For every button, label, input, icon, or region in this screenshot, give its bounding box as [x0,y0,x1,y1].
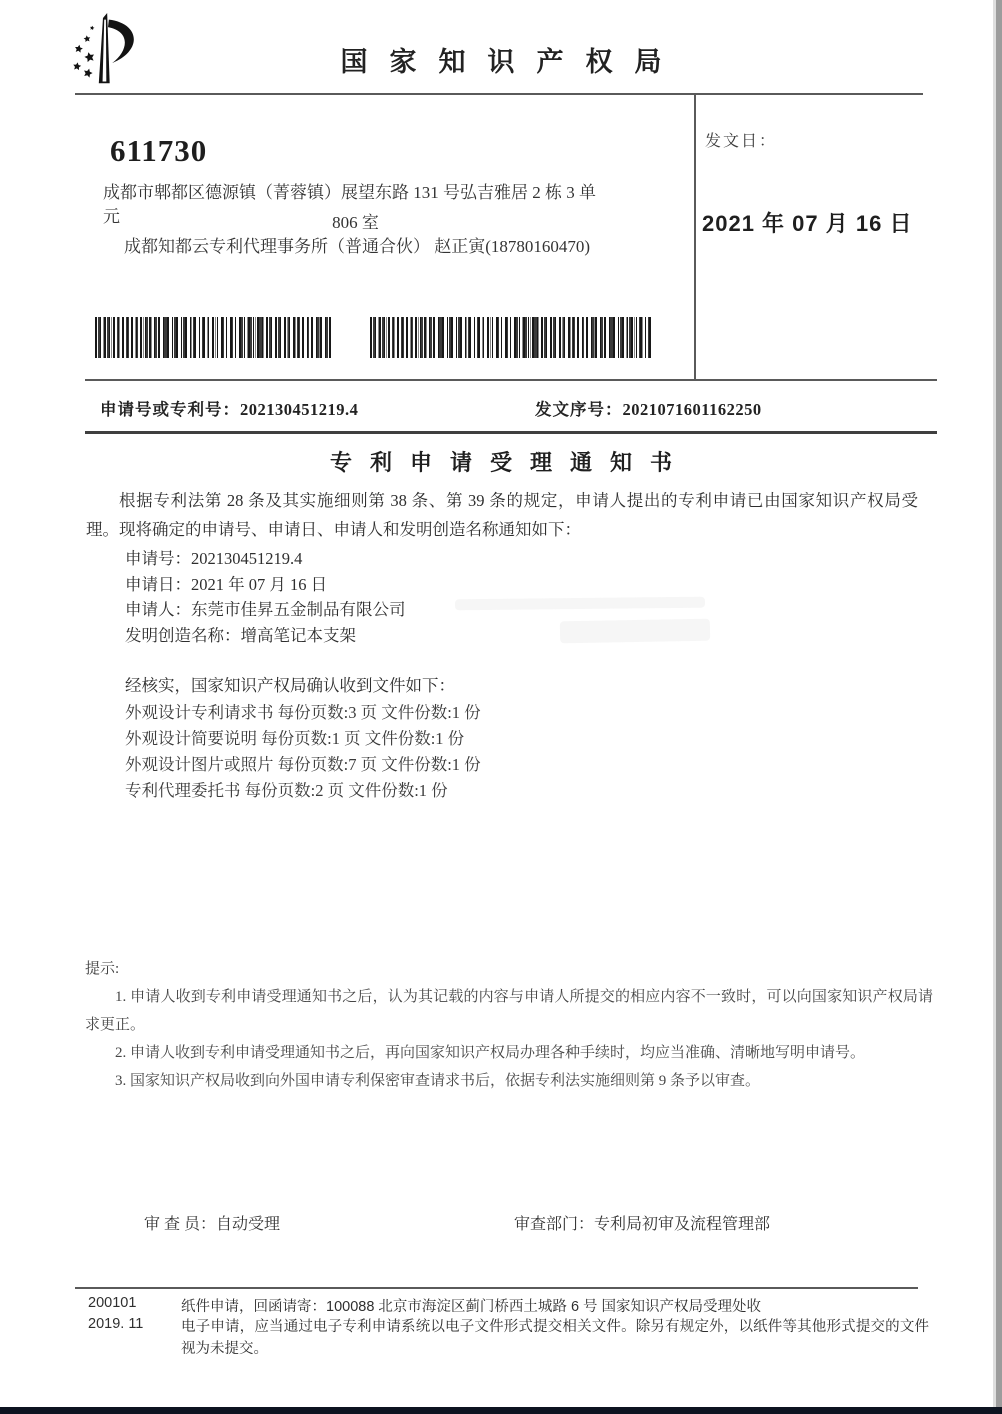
field-label: 申请人： [125,600,191,619]
field-invention-title [125,622,356,646]
date-box-divider [694,93,696,380]
received-file-item: 外观设计简要说明 每份页数:1 页 文件份数:1 份 [125,729,465,748]
application-number-row [100,396,358,420]
application-number-label: 申请号或专利号： [100,400,240,419]
footer-rule [75,1287,918,1289]
issue-serial-label: 发文序号： [535,400,623,419]
issue-serial-value: 2021071601162250 [622,400,762,419]
mailing-code: 611730 [110,133,208,168]
notice-title: 专利申请受理通知书 [329,450,690,475]
page-edge-bottom [0,1407,1002,1414]
header-rule [75,93,923,95]
received-file-item: 专利代理委托书 每份页数:2 页 文件份数:1 份 [125,781,448,800]
form-code: 200101 [88,1295,137,1311]
department-label: 审查部门： [514,1216,595,1233]
received-files-intro: 经核实，国家知识产权局确认收到文件如下： [125,676,455,695]
issue-serial-row [535,396,762,420]
field-filing-date [125,571,327,595]
department-value: 专利局初审及流程管理部 [594,1216,771,1233]
field-label: 申请日： [125,575,191,594]
field-value: 东莞市佳昇五金制品有限公司 [191,600,406,619]
received-file-item: 外观设计专利请求书 每份页数:3 页 文件份数:1 份 [125,703,481,722]
issue-date-label: 发文日： [705,133,778,150]
form-date: 2019. 11 [88,1316,144,1332]
received-file-item: 外观设计图片或照片 每份页数:7 页 文件份数:1 份 [125,755,481,774]
mailing-address-line1: 成都市郫都区德源镇（菁蓉镇）展望东路 131 号弘吉雅居 2 栋 3 单元 [103,183,596,226]
mailing-recipient: 成都知都云专利代理事务所（普通合伙） 赵正寅(18780160470) [124,237,591,256]
scan-artifact [560,619,710,644]
footer-efiling-note: 电子申请，应当通过电子专利申请系统以电子文件形式提交相关文件。除另有规定外，以纸件等其他形式提交的文件视为未提交。 [181,1319,929,1357]
field-value: 增高笔记本支架 [240,626,356,645]
field-value: 2021 年 07 月 16 日 [191,575,328,594]
agency-title: 国家知识产权局 [340,47,684,77]
issue-date-value: 2021 年 07 月 16 日 [702,211,913,236]
field-value: 202130451219.4 [191,549,303,568]
notice-intro: 根据专利法第 28 条及其实施细则第 38 条、第 39 条的规定，申请人提出的专利申请已由国家知识产权局受理。现将确定的申请号、申请日、申请人和发明创造名称通知如下： [86,491,918,539]
examiner-label: 审 查 员： [144,1216,217,1233]
footer-paper-note: 纸件申请，回函请寄：100088 北京市海淀区蓟门桥西土城路 6 号 国家知识产权局受理处收 [181,1299,762,1315]
tips-heading: 提示: [85,961,120,977]
tip-item-3: 3. 国家知识产权局收到向外国申请专利保密审查请求书后，依据专利法实施细则第 9 条予以审查。 [115,1073,761,1089]
barcode-serial [370,317,652,358]
title-rule [85,431,937,434]
department-row [514,1211,770,1234]
examiner-row [144,1211,280,1234]
field-applicant [125,596,406,620]
mid-rule [85,379,937,381]
field-application-number [125,545,302,569]
examiner-value: 自动受理 [216,1216,281,1233]
mailing-address-line2: 806 室 [332,213,379,232]
field-label: 申请号： [125,549,191,568]
field-label: 发明创造名称： [125,626,241,645]
scan-artifact [455,597,705,611]
barcode-application [95,317,333,358]
tip-item-1: 1. 申请人收到专利申请受理通知书之后，认为其记载的内容与申请人所提交的相应内容不一致时，可以向国家知识产权局请求更正。 [85,989,933,1033]
application-number-value: 202130451219.4 [240,400,359,419]
tip-item-2: 2. 申请人收到专利申请受理通知书之后，再向国家知识产权局办理各种手续时，均应当准确、清晰地写明申请号。 [115,1045,866,1061]
page-edge-right [996,0,1002,1414]
